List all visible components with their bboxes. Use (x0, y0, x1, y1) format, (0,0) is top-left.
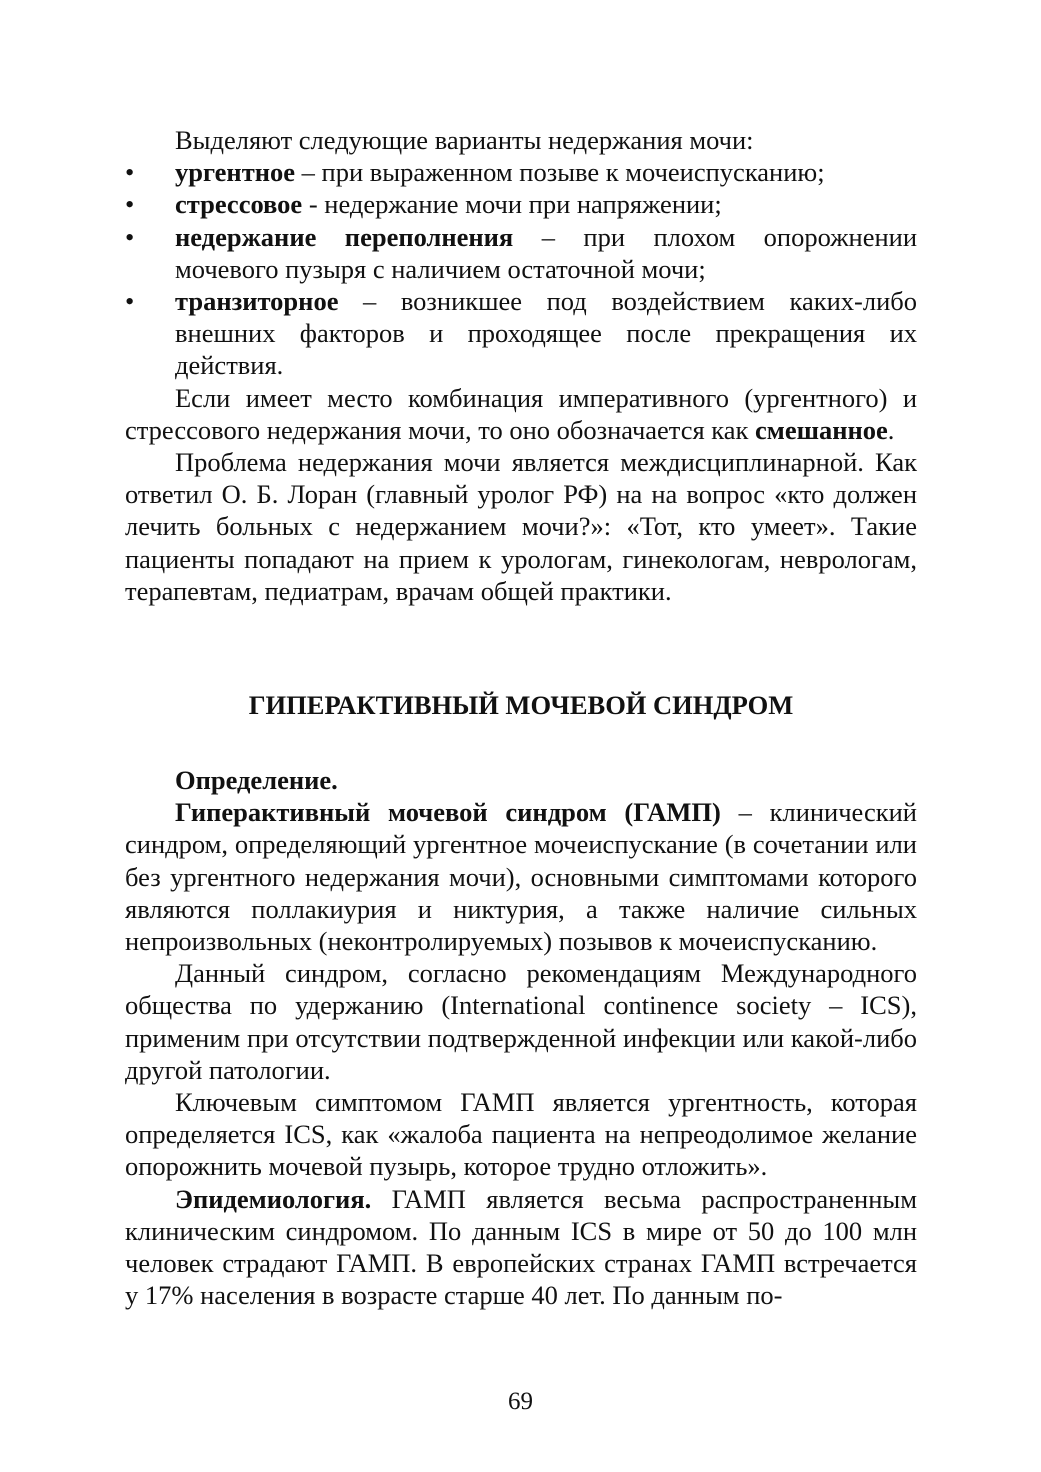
list-item-term: ургентное (175, 157, 296, 188)
spacer (125, 721, 917, 764)
epidemiology-text: ГАМП является весьма распространенным клиническим синдромом. По данным ICS в мире от 50 до 100 млн человек страдают ГАМП. В европейских странах ГАМП встречается у 17% населения в возрасте старше 40 лет. По данным по- (125, 1183, 917, 1311)
bullet-icon: • (125, 221, 135, 252)
page-number: 69 (508, 1388, 533, 1415)
list-item (125, 221, 917, 285)
list-item-term: транзиторное (175, 286, 339, 317)
page-content (125, 124, 917, 1312)
epidemiology-term: Эпидемиология. (175, 1183, 372, 1214)
bullet-icon: • (125, 189, 135, 220)
mixed-text: Если имеет место комбинация императивного (ургентного) и стрессового недержания мочи, то оно обозначается как (125, 382, 917, 445)
bullet-icon: • (125, 286, 135, 317)
problem-paragraph: Проблема недержания мочи является междисциплинарной. Как ответил О. Б. Лоран (главный уролог РФ) на на вопрос «кто должен лечить больных с недержанием мочи?»: «Тот, кто умеет». Такие пациенты попадают на прием к урологам, гинекологам, неврологам, терапевтам, педиатрам, врачам общей практики. (125, 447, 917, 606)
mixed-term: смешанное (755, 414, 888, 445)
epidemiology-paragraph (125, 1183, 917, 1312)
definition-paragraph (125, 796, 917, 957)
definition-text: – клинический синдром, определяющий ургентное мочеиспускание (в сочетании или без ургентного недержания мочи), основными симптомами которого являются поллакиурия и никтурия, а также наличие сильных непроизвольных (неконтролируемых) позывов к мочеиспусканию. (125, 797, 917, 957)
list-item-text: – при выраженном позыве к мочеиспусканию; (295, 157, 825, 188)
key-symptom-paragraph: Ключевым симптомом ГАМП является ургентность, которая определяется ICS, как «жалоба пациента на непреодолимое желание опорожнить мочевой пузырь, которое трудно отложить». (125, 1087, 917, 1182)
definition-heading: Определение. (175, 765, 338, 796)
list-item (125, 156, 917, 188)
ics-paragraph: Данный синдром, согласно рекомендациям Международного общества по удержанию (International continence society – ICS), применим при отсутствии подтвержденной инфекции или какой-либо другой патологии. (125, 958, 917, 1085)
incontinence-types-list (125, 156, 917, 381)
bullet-icon: • (125, 157, 135, 188)
list-item-text: - недержание мочи при напряжении; (302, 189, 722, 220)
list-item-text: – при плохом опорожнении мочевого пузыря с наличием остаточной мочи; (175, 221, 918, 284)
mixed-paragraph (125, 382, 917, 446)
list-item-text: – возникшее под воздействием каких-либо внешних факторов и проходящее после прекращения их действия. (175, 286, 917, 381)
definition-term: Гиперактивный мочевой синдром (ГАМП) (175, 797, 721, 828)
list-item-term: стрессовое (175, 189, 303, 220)
intro-paragraph: Выделяют следующие варианты недержания мочи: (175, 125, 754, 155)
spacer (125, 607, 917, 689)
section-title: ГИПЕРАКТИВНЫЙ МОЧЕВОЙ СИНДРОМ (248, 690, 794, 721)
list-item-term: недержание переполнения (175, 221, 514, 252)
list-item (125, 188, 917, 220)
list-item (125, 285, 917, 382)
mixed-end: . (887, 414, 895, 445)
